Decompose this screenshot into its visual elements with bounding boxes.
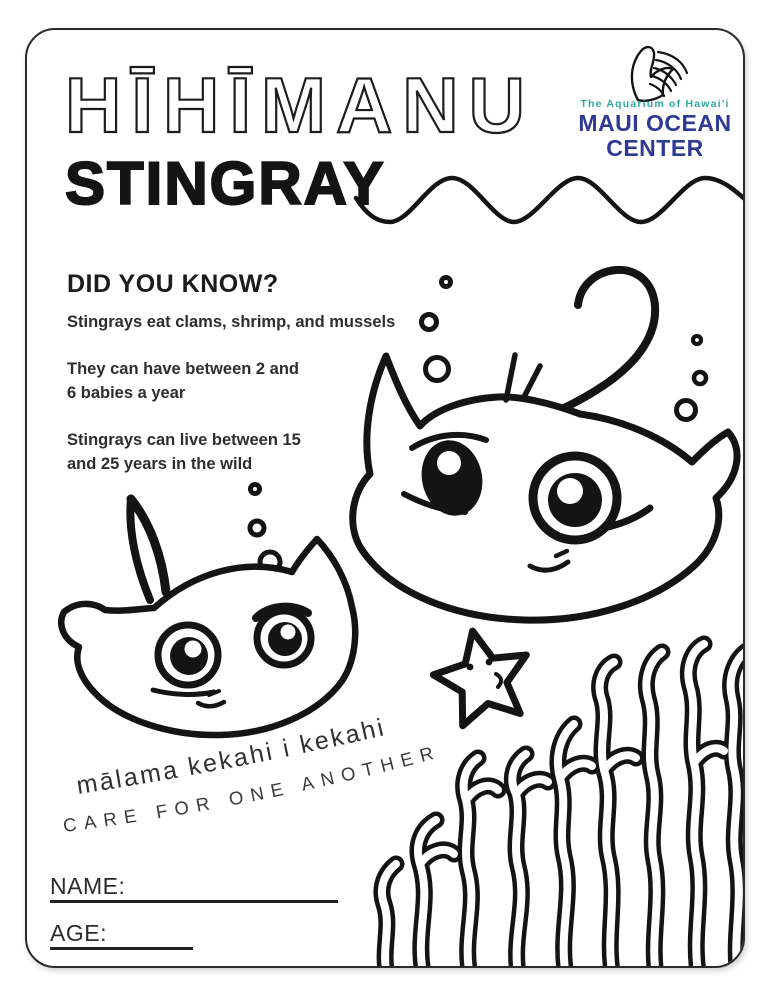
wave-line [356,178,745,222]
age-input-line[interactable] [50,920,193,950]
logo-name-bottom: CENTER [606,135,704,162]
starfish-icon [433,631,526,726]
fact-item: Stingrays eat clams, shrimp, and mussels [67,313,396,331]
fact-item: They can have between 2 and 6 babies a year [67,360,299,402]
logo-name-top: MAUI OCEAN [578,110,732,136]
name-label: NAME: [50,873,126,899]
facts-heading: DID YOU KNOW? [67,270,279,298]
logo-tagline: The Aquarium of Hawai'i [580,98,730,110]
whale-tail-icon [632,47,687,101]
age-label: AGE: [50,920,107,946]
maui-ocean-center-logo [545,98,745,161]
title-english: STINGRAY [65,150,386,217]
facts-section [67,270,407,476]
name-input-line[interactable] [50,873,338,903]
fact-item: Stingrays can live between 15 and 25 years in the wild [67,431,301,473]
title-hawaiian: HĪHĪMANU [65,61,535,149]
small-stingray [61,499,355,735]
motto-hawaiian-text: mālama kekahi i kekahi [74,713,389,800]
worksheet-page [25,28,745,968]
coral-reef [382,644,745,968]
motto-english-text: CARE FOR ONE ANOTHER [61,740,443,836]
large-stingray [353,270,737,620]
